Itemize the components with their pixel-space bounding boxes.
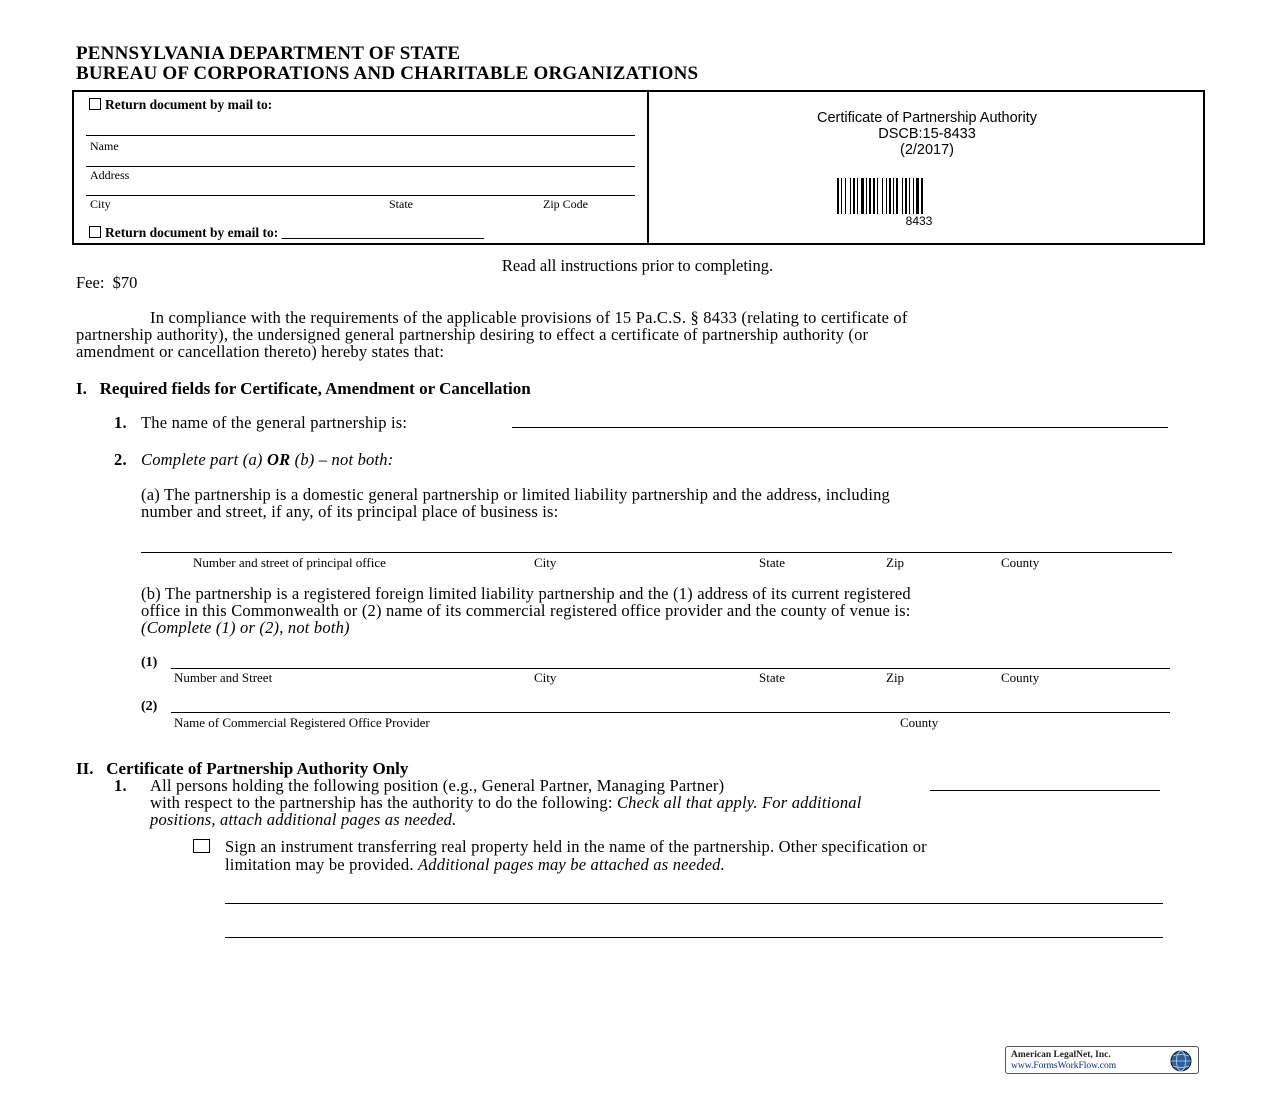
instructions-note: Read all instructions prior to completing.	[501, 256, 774, 275]
principal-office-zip-label: Zip	[886, 555, 905, 570]
barcode-bar	[886, 178, 887, 214]
department-title: PENNSYLVANIA DEPARTMENT OF STATE	[76, 43, 461, 64]
option-1-number: (1)	[141, 655, 158, 670]
intro-line-1: In compliance with the requirements of the applicable provisions of 15 Pa.C.S. § 8433 (relating to certificate of	[150, 308, 908, 327]
intro-line-2: partnership authority), the undersigned general partnership desiring to effect a certificate of partnership authority (or	[76, 325, 869, 344]
barcode-bar	[837, 178, 839, 214]
return-by-mail-option[interactable]	[89, 97, 272, 113]
barcode-bar	[896, 178, 898, 214]
option-2-number: (2)	[141, 699, 158, 714]
return-by-mail-checkbox[interactable]	[89, 98, 101, 110]
section-2-item-1-number: 1.	[114, 776, 127, 795]
item-2-text-b: (b) – not both:	[290, 450, 394, 469]
registered-office-city-label: City	[534, 670, 557, 685]
real-property-option[interactable]	[193, 839, 214, 857]
barcode-bar	[861, 178, 864, 214]
barcode	[837, 178, 1003, 214]
item-2-text-a: Complete part (a)	[141, 450, 267, 469]
part-a-line-2: number and street, if any, of its principal place of business is:	[141, 502, 559, 521]
barcode-bar	[857, 178, 858, 214]
principal-office-line[interactable]	[141, 552, 1172, 553]
barcode-bar	[893, 178, 894, 214]
logo-company-name: American LegalNet, Inc.	[1011, 1050, 1111, 1060]
form-code: DSCB:15-8433	[878, 126, 976, 142]
item-1-number: 1.	[114, 413, 127, 432]
registered-office-address-line[interactable]	[171, 668, 1170, 669]
real-property-line-2-italic: Additional pages may be attached as needed.	[418, 855, 725, 874]
form-info-box	[647, 90, 1205, 245]
barcode-bar	[921, 178, 923, 214]
barcode-bar	[850, 178, 851, 214]
return-by-mail-label: Return document by mail to:	[105, 97, 273, 112]
part-b-line-1: (b) The partnership is a registered foreign limited liability partnership and the (1) address of its current registered	[141, 584, 911, 603]
barcode-bar	[909, 178, 910, 214]
principal-office-street-label: Number and street of principal office	[193, 555, 386, 570]
barcode-bar	[877, 178, 878, 214]
section-2-item-1-line-3: positions, attach additional pages as needed.	[150, 810, 457, 829]
real-property-line-2	[225, 856, 725, 873]
return-by-email-label: Return document by email to:	[105, 225, 279, 240]
barcode-bar	[905, 178, 907, 214]
section-2-item-1-line-2	[150, 794, 862, 811]
fee-amount: Fee: $70	[76, 273, 138, 292]
registered-office-state-label: State	[759, 670, 785, 685]
commercial-provider-line[interactable]	[171, 712, 1170, 713]
section-2-item-1-line-1: All persons holding the following position (e.g., General Partner, Managing Partner)	[150, 776, 725, 795]
part-b-line-3: (Complete (1) or (2), not both)	[141, 618, 350, 637]
part-b-line-2: office in this Commonwealth or (2) name of its commercial registered office provider and the county of venue is:	[141, 601, 911, 620]
principal-office-state-label: State	[759, 555, 785, 570]
registered-office-street-label: Number and Street	[174, 670, 273, 685]
return-by-email-checkbox[interactable]	[89, 226, 101, 238]
email-blank[interactable]: ______________________________	[281, 225, 485, 240]
barcode-bar	[869, 178, 871, 214]
specification-line-2[interactable]	[225, 937, 1163, 938]
commercial-provider-label: Name of Commercial Registered Office Provider	[174, 715, 430, 730]
barcode-bar	[902, 178, 903, 214]
barcode-number: 8433	[905, 214, 933, 228]
real-property-checkbox[interactable]	[193, 839, 210, 853]
logo-url-link[interactable]: www.FormsWorkFlow.com	[1011, 1061, 1117, 1071]
item-2-or: OR	[266, 450, 291, 469]
specification-line-1[interactable]	[225, 903, 1163, 904]
item-2-instruction	[141, 451, 393, 468]
zip-code-label: Zip Code	[543, 197, 588, 211]
return-by-email-option[interactable]	[89, 225, 484, 241]
section-2-heading: II. Certificate of Partnership Authority Only	[76, 759, 409, 778]
barcode-bar	[841, 178, 842, 214]
item-2-number: 2.	[114, 450, 127, 469]
city-state-zip-line[interactable]	[86, 195, 635, 196]
registered-office-county-label: County	[1001, 670, 1040, 685]
real-property-line-1: Sign an instrument transferring real property held in the name of the partnership. Other specification or	[225, 837, 927, 856]
barcode-bar	[889, 178, 891, 214]
position-line[interactable]	[930, 790, 1160, 791]
form-title: Certificate of Partnership Authority	[816, 110, 1038, 126]
form-info-text	[649, 110, 1205, 158]
globe-icon	[1169, 1049, 1193, 1073]
american-legalnet-logo	[1005, 1046, 1199, 1074]
address-line[interactable]	[86, 166, 635, 167]
section-2-item-1-line-2-text: with respect to the partnership has the authority to do the following:	[150, 793, 617, 812]
section-2-item-1-line-2-italic: Check all that apply. For additional	[616, 793, 862, 812]
registered-office-zip-label: Zip	[886, 670, 905, 685]
barcode-bar	[882, 178, 883, 214]
address-label: Address	[90, 168, 130, 182]
form-date: (2/2017)	[899, 142, 954, 158]
barcode-bar	[845, 178, 846, 214]
intro-line-3: amendment or cancellation thereto) hereby states that:	[76, 342, 445, 361]
barcode-bar	[913, 178, 914, 214]
partnership-name-label: The name of the general partnership is:	[141, 413, 408, 432]
principal-office-county-label: County	[1001, 555, 1040, 570]
partnership-name-line[interactable]	[512, 427, 1168, 428]
city-label: City	[90, 197, 111, 211]
part-a-line-1: (a) The partnership is a domestic general partnership or limited liability partnership and the address, including	[141, 485, 891, 504]
name-line[interactable]	[86, 135, 635, 136]
state-label: State	[389, 197, 413, 211]
barcode-bar	[866, 178, 867, 214]
name-label: Name	[90, 139, 119, 153]
barcode-bar	[853, 178, 855, 214]
real-property-line-2-text: limitation may be provided.	[225, 855, 419, 874]
principal-office-city-label: City	[534, 555, 557, 570]
barcode-bar	[916, 178, 919, 214]
barcode-bar	[873, 178, 875, 214]
return-document-box	[72, 90, 649, 245]
commercial-provider-county-label: County	[900, 715, 939, 730]
section-1-heading: I. Required fields for Certificate, Amendment or Cancellation	[76, 379, 531, 398]
bureau-title: BUREAU OF CORPORATIONS AND CHARITABLE ORGANIZATIONS	[76, 63, 699, 84]
